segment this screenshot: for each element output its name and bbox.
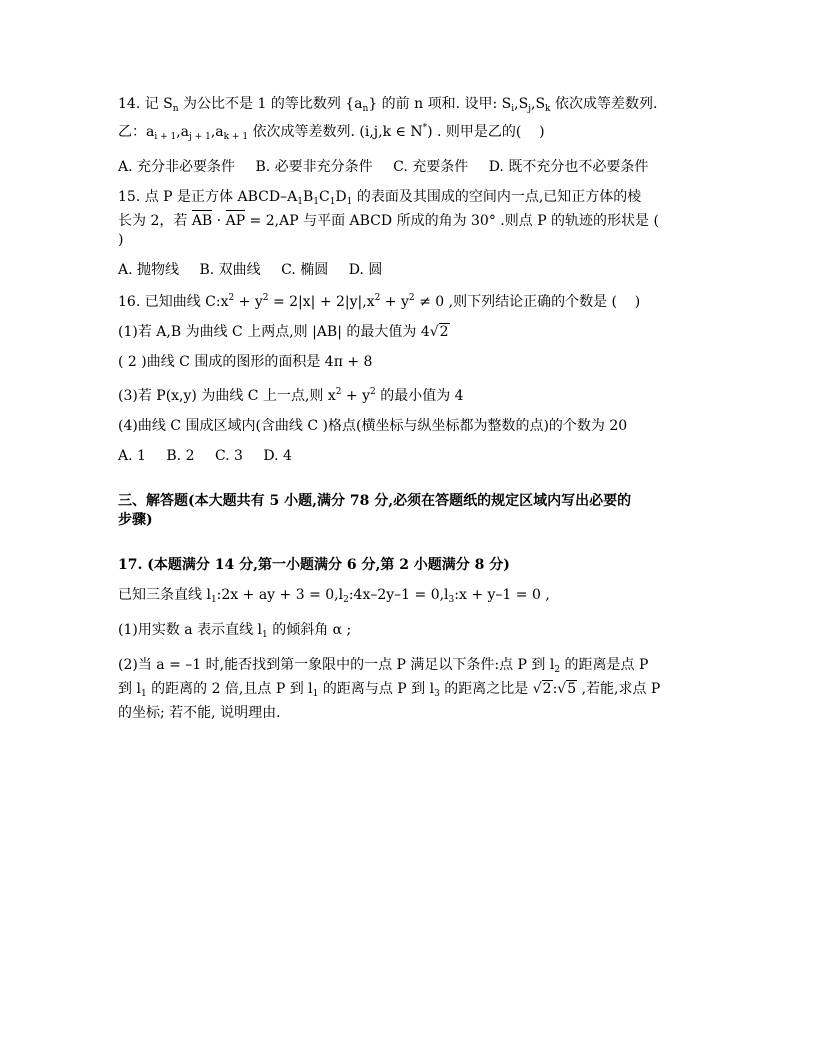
q14-line-2: 乙：$a_{i + 1},a_{j + 1},a_{k + 1}$ 依次成等差数列. (i,j,k ∈ N*) . 则甲是乙的( ) (118, 123, 545, 142)
section-3-title: 三、解答题(本大题共有 5 小题,满分 78 分,必须在答题纸的规定区域内写出必要的 (118, 493, 632, 509)
q15-option-a: A. 抛物线 (118, 262, 180, 278)
q16-option-c: C. 3 (214, 448, 243, 464)
q15-option-d: D. 圆 (348, 262, 383, 278)
q16-option-a: A. 1 (118, 448, 146, 464)
q17-given: 已知三条直线 $l_1:2x$ + ay + $3 = 0,l_2:4x-2y-1$ = $0,l_3:x + y-1 = 0$ , (118, 587, 550, 605)
q15-option-b: B. 双曲线 (199, 262, 261, 278)
section-3-heading (118, 492, 698, 530)
q15-line-3: ) (118, 232, 124, 248)
q17-heading: 17. (本题满分 14 分,第一小题满分 6 分,第 2 小题满分 8 分) (118, 557, 510, 573)
q17-part-2-line-2: 到 $l_1$ 的距离的 2 倍,且点 P 到 $l_1$ 的距离与点 P 到 $l_3$ 的距离之比是 √2:√5 ,若能,求点 P (118, 681, 661, 699)
q15-line-1: 15. 点 P 是正方体 ABCD–$A_1B_1C_1D_1$ 的表面及其围成的空间内一点,已知正方体的棱 (118, 189, 642, 207)
question-16 (118, 289, 698, 436)
q14-line-1: 14. 记 $S_n$ 为公比不是 1 的等比数列 $\{a_n\}$ 的前 n 项和. 设甲: $S_i,S_j,S_k$ 依次成等差数列. (118, 96, 658, 114)
q16-item-1: (1)若 A,B 为曲线 C 上两点,则 |AB| 的最大值为 4√2 (118, 324, 449, 340)
q14-option-a: A. 充分非必要条件 (118, 159, 236, 175)
q16-item-4: (4)曲线 C 围成区域内(含曲线 C )格点(横坐标与纵坐标都为整数的点)的个数为 20 (118, 418, 628, 434)
q17-part-2-line-3: 的坐标; 若不能, 说明理由. (118, 705, 281, 721)
q16-item-2: ( 2 )曲线 C 围成的图形的面积是 4π + 8 (118, 354, 373, 370)
q15-options (118, 261, 698, 280)
q16-option-b: B. 2 (166, 448, 195, 464)
exam-page (118, 95, 698, 723)
q15-option-c: C. 椭圆 (281, 262, 329, 278)
question-17 (118, 556, 698, 723)
q14-options (118, 158, 698, 177)
q17-part-1: (1)用实数 a 表示直线 $l_1$ 的倾斜角 α ; (118, 622, 352, 640)
q16-option-d: D. 4 (263, 448, 292, 464)
q16-stem: 16. 已知曲线 $C:x^2 + y^2 = 2|x| + 2|y|,x^2 + y^2 \ne 0$ ,则下列结论正确的个数是 ( ) (118, 293, 641, 310)
q14-option-b: B. 必要非充分条件 (255, 159, 373, 175)
question-15 (118, 188, 698, 250)
question-14 (118, 95, 698, 147)
q14-option-c: C. 充要条件 (393, 159, 469, 175)
q15-line-2: 长为 2，若 AB · AP = 2,AP 与平面 ABCD 所成的角为 30° .则点 P 的轨迹的形状是 ( (118, 213, 659, 229)
q16-item-3: (3)若 P(x,y) 为曲线 C 上一点,则 $x^2 + y^2$ 的最小值为 4 (118, 387, 464, 404)
q14-option-d: D. 既不充分也不必要条件 (488, 159, 649, 175)
q17-part-2-line-1: (2)当 a = –1 时,能否找到第一象限中的一点 P 满足以下条件:点 P 到 $l_2$ 的距离是点 P (118, 657, 649, 675)
section-3-title-cont: 步骤) (118, 512, 153, 528)
q16-options (118, 447, 698, 466)
